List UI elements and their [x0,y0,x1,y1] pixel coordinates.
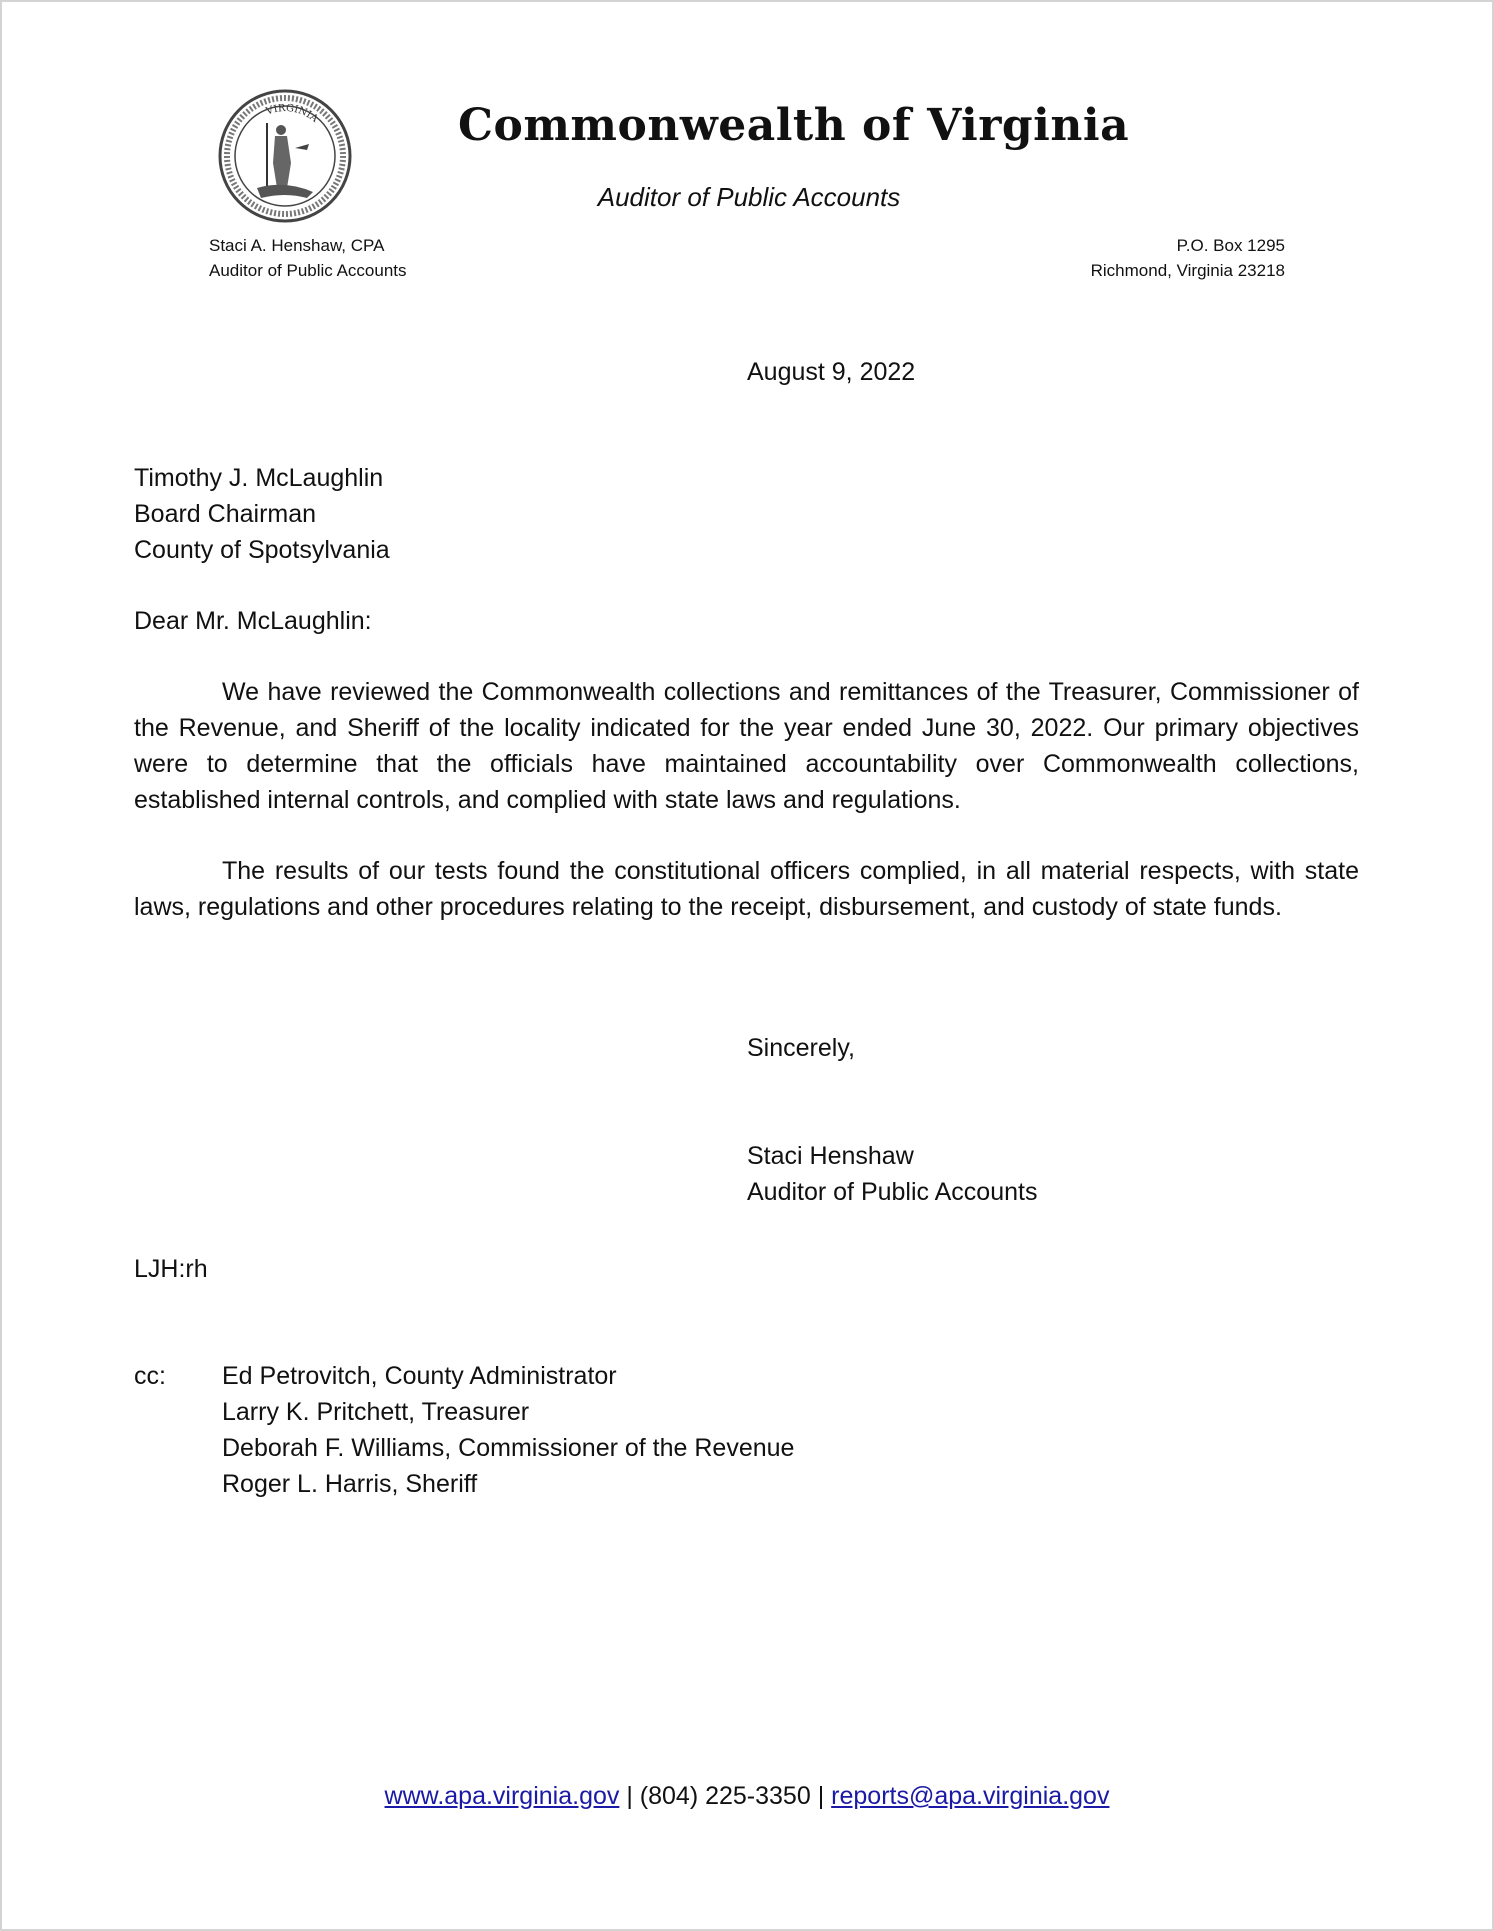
cc-item: Ed Petrovitch, County Administrator [222,1362,617,1390]
recipient-name: Timothy J. McLaughlin [134,464,384,492]
letter-date: August 9, 2022 [747,358,916,386]
recipient-title: Board Chairman [134,500,317,528]
letterhead-title: Commonwealth of Virginia [458,100,1130,151]
letterhead-address-block [1091,233,1285,283]
typist-initials: LJH:rh [134,1255,208,1283]
auditor-title: Auditor of Public Accounts [209,261,407,280]
cc-label: cc: [134,1362,166,1390]
cc-item: Larry K. Pritchett, Treasurer [222,1398,530,1426]
footer [0,1778,1494,1814]
cc-item: Roger L. Harris, Sheriff [222,1470,478,1498]
salutation: Dear Mr. McLaughlin: [134,607,372,635]
paragraph-text: We have reviewed the Commonwealth collections and remittances of the Treasurer, Commissioner of the Revenue, and Sheriff of the locality indicated for the year ended June 30, 2022. Our primary objectives were to determine that the officials have maintained accountability over Commonwealth collections, established internal controls, and complied with state laws and regulations. [134,678,1359,814]
recipient-block [134,460,390,568]
signature-block [747,1138,1037,1210]
phone-number: (804) 225-3350 [639,1782,811,1810]
po-box: P.O. Box 1295 [1176,236,1285,255]
letterhead-subtitle: Auditor of Public Accounts [597,182,901,212]
signer-title: Auditor of Public Accounts [747,1178,1038,1206]
footer-separator: | [626,1782,633,1810]
letterhead-left-block [209,233,407,283]
virginia-seal-logo [217,88,353,224]
footer-separator: | [817,1782,825,1810]
svg-text:VIRGINIA: VIRGINIA [264,102,320,125]
closing: Sincerely, [747,1034,855,1062]
paragraph-text: The results of our tests found the constitutional officers complied, in all material respects, with state laws, regulations and other procedures relating to the receipt, disbursement, and custody of state funds. [134,857,1359,921]
cc-item: Deborah F. Williams, Commissioner of the Revenue [222,1434,795,1462]
auditor-name: Staci A. Henshaw, CPA [209,236,385,255]
cc-list [222,1358,794,1502]
website-link[interactable]: www.apa.virginia.gov [384,1782,620,1810]
recipient-organization: County of Spotsylvania [134,536,390,564]
body-paragraph-2 [134,853,1359,925]
body-paragraph-1 [134,674,1359,818]
email-link[interactable]: reports@apa.virginia.gov [831,1782,1110,1810]
signer-name: Staci Henshaw [747,1142,914,1170]
city-state-zip: Richmond, Virginia 23218 [1090,261,1285,280]
